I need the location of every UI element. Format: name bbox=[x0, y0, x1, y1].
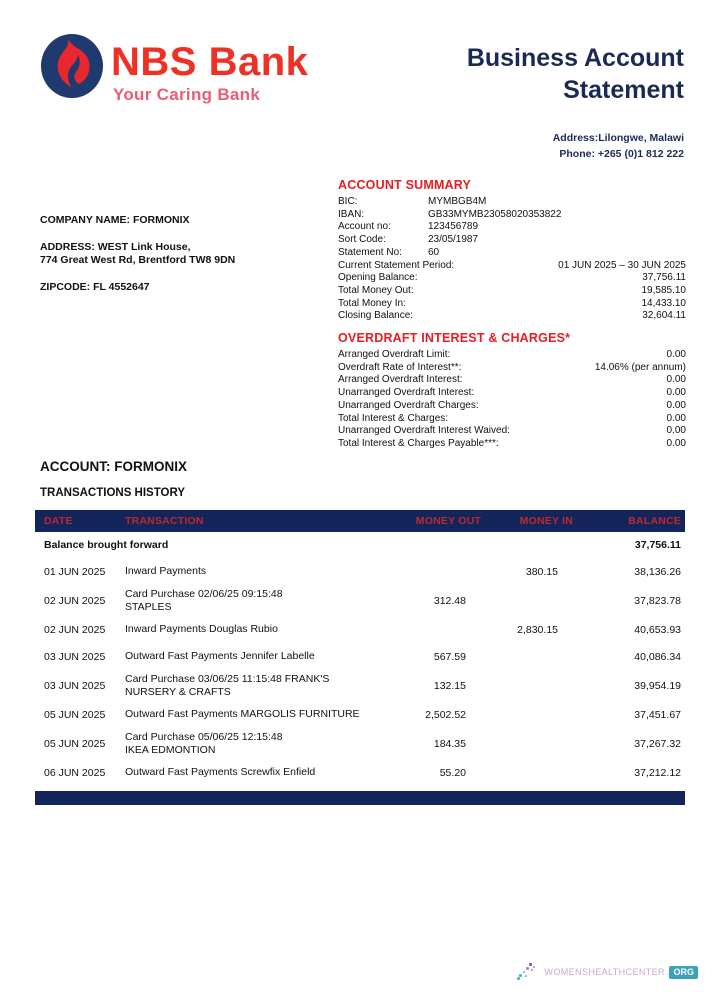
account-heading: ACCOUNT: FORMONIX bbox=[40, 459, 187, 474]
brand-name: NBS Bank bbox=[111, 40, 309, 84]
overdraft-label: Unarranged Overdraft Charges: bbox=[338, 399, 479, 411]
overdraft-row bbox=[338, 400, 686, 413]
overdraft-label: Arranged Overdraft Limit: bbox=[338, 349, 451, 360]
transactions-table bbox=[35, 510, 685, 805]
overdraft-row bbox=[338, 387, 686, 400]
tx-date: 05 JUN 2025 bbox=[44, 737, 106, 750]
summary-label: Sort Code: bbox=[338, 234, 386, 246]
company-zipcode: ZIPCODE: FL 4552647 bbox=[40, 281, 150, 293]
table-row bbox=[35, 558, 685, 585]
table-row bbox=[35, 643, 685, 670]
summary-row-money-in bbox=[338, 298, 686, 311]
tx-balance: 39,954.19 bbox=[634, 679, 681, 692]
tx-money-out: 312.48 bbox=[433, 594, 466, 607]
table-row bbox=[35, 759, 685, 786]
overdraft-value: 0.00 bbox=[666, 437, 686, 449]
tx-description: Card Purchase 03/06/25 11:15:48 FRANK'S NURSERY & CRAFTS bbox=[125, 673, 330, 698]
tx-date: 03 JUN 2025 bbox=[44, 650, 106, 663]
overdraft-label: Overdraft Rate of Interest**: bbox=[338, 361, 462, 373]
summary-label: Current Statement Period: bbox=[338, 259, 455, 271]
overdraft-value: 0.00 bbox=[666, 374, 686, 386]
watermark-org-badge: ORG bbox=[669, 966, 698, 979]
watermark-site-name: WOMENSHEALTHCENTER bbox=[544, 967, 665, 977]
company-address-line1: ADDRESS: WEST Link House, bbox=[40, 241, 191, 253]
watermark-dot: . bbox=[665, 967, 669, 977]
brought-forward-label: Balance brought forward bbox=[44, 539, 169, 551]
tx-date: 02 JUN 2025 bbox=[44, 623, 106, 636]
tx-money-out: 2,502.52 bbox=[425, 708, 466, 721]
bank-phone: Phone: +265 (0)1 812 222 bbox=[559, 147, 684, 160]
table-row bbox=[35, 616, 685, 643]
tx-date: 02 JUN 2025 bbox=[44, 594, 106, 607]
tx-balance: 37,267.32 bbox=[634, 737, 681, 750]
summary-row-sort-code bbox=[338, 234, 686, 247]
tx-description: Inward Payments bbox=[125, 565, 207, 578]
balance-brought-forward-row bbox=[35, 532, 685, 558]
watermark bbox=[517, 963, 698, 981]
tx-description: Card Purchase 05/06/25 12:15:48 IKEA EDMONTION bbox=[125, 731, 283, 756]
column-header-transaction: TRANSACTION bbox=[125, 515, 204, 527]
summary-label: Closing Balance: bbox=[338, 310, 414, 322]
overdraft-label: Unarranged Overdraft Interest Waived: bbox=[338, 425, 510, 437]
column-header-date: DATE bbox=[44, 515, 73, 527]
overdraft-row bbox=[338, 374, 686, 387]
table-footer-bar bbox=[35, 791, 685, 805]
overdraft-value: 0.00 bbox=[666, 425, 686, 437]
summary-value: GB33MYMB23058020353822 bbox=[428, 208, 562, 220]
overdraft-label: Arranged Overdraft Interest: bbox=[338, 374, 463, 386]
tx-balance: 38,136.26 bbox=[634, 565, 681, 578]
transactions-history-heading: TRANSACTIONS HISTORY bbox=[40, 487, 186, 499]
brand-tagline: Your Caring Bank bbox=[113, 85, 261, 104]
summary-value: 19,585.10 bbox=[641, 284, 686, 296]
summary-value: 37,756.11 bbox=[642, 272, 686, 284]
company-name: COMPANY NAME: FORMONIX bbox=[40, 214, 190, 226]
overdraft-label: Unarranged Overdraft Interest: bbox=[338, 387, 475, 399]
tx-balance: 40,086.34 bbox=[634, 650, 681, 663]
tx-description: Inward Payments Douglas Rubio bbox=[125, 623, 278, 636]
tx-money-in: 2,830.15 bbox=[517, 623, 558, 636]
overdraft-value: 0.00 bbox=[666, 412, 686, 424]
summary-row-iban bbox=[338, 209, 686, 222]
flame-in-circle-icon bbox=[40, 33, 104, 99]
tx-balance: 37,451.67 bbox=[634, 708, 681, 721]
overdraft-heading: OVERDRAFT INTEREST & CHARGES* bbox=[338, 331, 571, 345]
column-header-balance: BALANCE bbox=[628, 515, 681, 527]
dots-swoosh-icon bbox=[517, 963, 541, 981]
summary-value: 32,604.11 bbox=[642, 310, 686, 322]
table-row bbox=[35, 701, 685, 728]
summary-row-statement-no bbox=[338, 247, 686, 260]
tx-description: Outward Fast Payments Jennifer Labelle bbox=[125, 650, 315, 663]
summary-label: BIC: bbox=[338, 196, 358, 207]
account-summary-heading: ACCOUNT SUMMARY bbox=[338, 178, 472, 192]
summary-value: MYMBGB4M bbox=[428, 196, 487, 207]
tx-date: 06 JUN 2025 bbox=[44, 766, 106, 779]
summary-value: 123456789 bbox=[428, 221, 479, 233]
table-row bbox=[35, 728, 685, 759]
summary-label: Account no: bbox=[338, 221, 391, 233]
tx-date: 03 JUN 2025 bbox=[44, 679, 106, 692]
company-block bbox=[40, 214, 235, 294]
nbs-bank-logo bbox=[40, 33, 104, 99]
brought-forward-balance: 37,756.11 bbox=[634, 539, 681, 551]
summary-value: 14,433.10 bbox=[641, 297, 686, 309]
tx-money-out: 55.20 bbox=[439, 766, 466, 779]
tx-money-out: 184.35 bbox=[433, 737, 466, 750]
summary-value: 23/05/1987 bbox=[428, 234, 479, 246]
overdraft-row bbox=[338, 349, 686, 362]
column-header-money-in: MONEY IN bbox=[519, 515, 573, 527]
overdraft-value: 0.00 bbox=[666, 387, 686, 399]
overdraft-label: Total Interest & Charges: bbox=[338, 412, 449, 424]
document-title bbox=[467, 42, 684, 106]
summary-row-money-out bbox=[338, 285, 686, 298]
summary-row-account-no bbox=[338, 221, 686, 234]
summary-row-bic bbox=[338, 196, 686, 209]
overdraft-row bbox=[338, 362, 686, 375]
summary-row-opening-balance bbox=[338, 272, 686, 285]
summary-row-closing-balance bbox=[338, 310, 686, 323]
summary-row-period bbox=[338, 260, 686, 273]
tx-balance: 40,653.93 bbox=[634, 623, 681, 636]
table-header-row bbox=[35, 510, 685, 532]
tx-description: Card Purchase 02/06/25 09:15:48 STAPLES bbox=[125, 588, 283, 613]
overdraft-label: Total Interest & Charges Payable***: bbox=[338, 437, 499, 449]
tx-date: 05 JUN 2025 bbox=[44, 708, 106, 721]
tx-balance: 37,823.78 bbox=[634, 594, 681, 607]
overdraft-row bbox=[338, 438, 686, 451]
table-row bbox=[35, 670, 685, 701]
column-header-money-out: MONEY OUT bbox=[415, 515, 481, 527]
overdraft-section bbox=[338, 331, 686, 451]
bank-address: Address:Lilongwe, Malawi bbox=[552, 132, 684, 144]
tx-date: 01 JUN 2025 bbox=[44, 565, 106, 578]
summary-label: Total Money Out: bbox=[338, 284, 414, 296]
overdraft-value: 0.00 bbox=[666, 399, 686, 411]
account-summary-section bbox=[338, 178, 686, 323]
summary-label: Total Money In: bbox=[338, 297, 406, 309]
document-title-line1: Business Account bbox=[466, 44, 684, 72]
tx-balance: 37,212.12 bbox=[634, 766, 681, 779]
summary-value: 60 bbox=[428, 246, 440, 258]
summary-label: Opening Balance: bbox=[338, 272, 418, 284]
overdraft-value: 14.06% (per annum) bbox=[594, 361, 686, 373]
company-address-line2: 774 Great West Rd, Brentford TW8 9DN bbox=[40, 254, 236, 266]
tx-money-in: 380.15 bbox=[525, 565, 558, 578]
tx-money-out: 132.15 bbox=[433, 679, 466, 692]
summary-value: 01 JUN 2025 – 30 JUN 2025 bbox=[558, 259, 686, 271]
tx-description: Outward Fast Payments Screwfix Enfield bbox=[125, 766, 316, 779]
overdraft-row bbox=[338, 413, 686, 426]
bank-contact-block bbox=[553, 131, 684, 163]
summary-label: IBAN: bbox=[338, 208, 365, 220]
tx-description: Outward Fast Payments MARGOLIS FURNITURE bbox=[125, 708, 360, 721]
summary-label: Statement No: bbox=[338, 246, 402, 258]
table-row bbox=[35, 585, 685, 616]
overdraft-row bbox=[338, 425, 686, 438]
document-title-line2: Statement bbox=[563, 76, 684, 104]
overdraft-value: 0.00 bbox=[666, 349, 686, 360]
tx-money-out: 567.59 bbox=[433, 650, 466, 663]
